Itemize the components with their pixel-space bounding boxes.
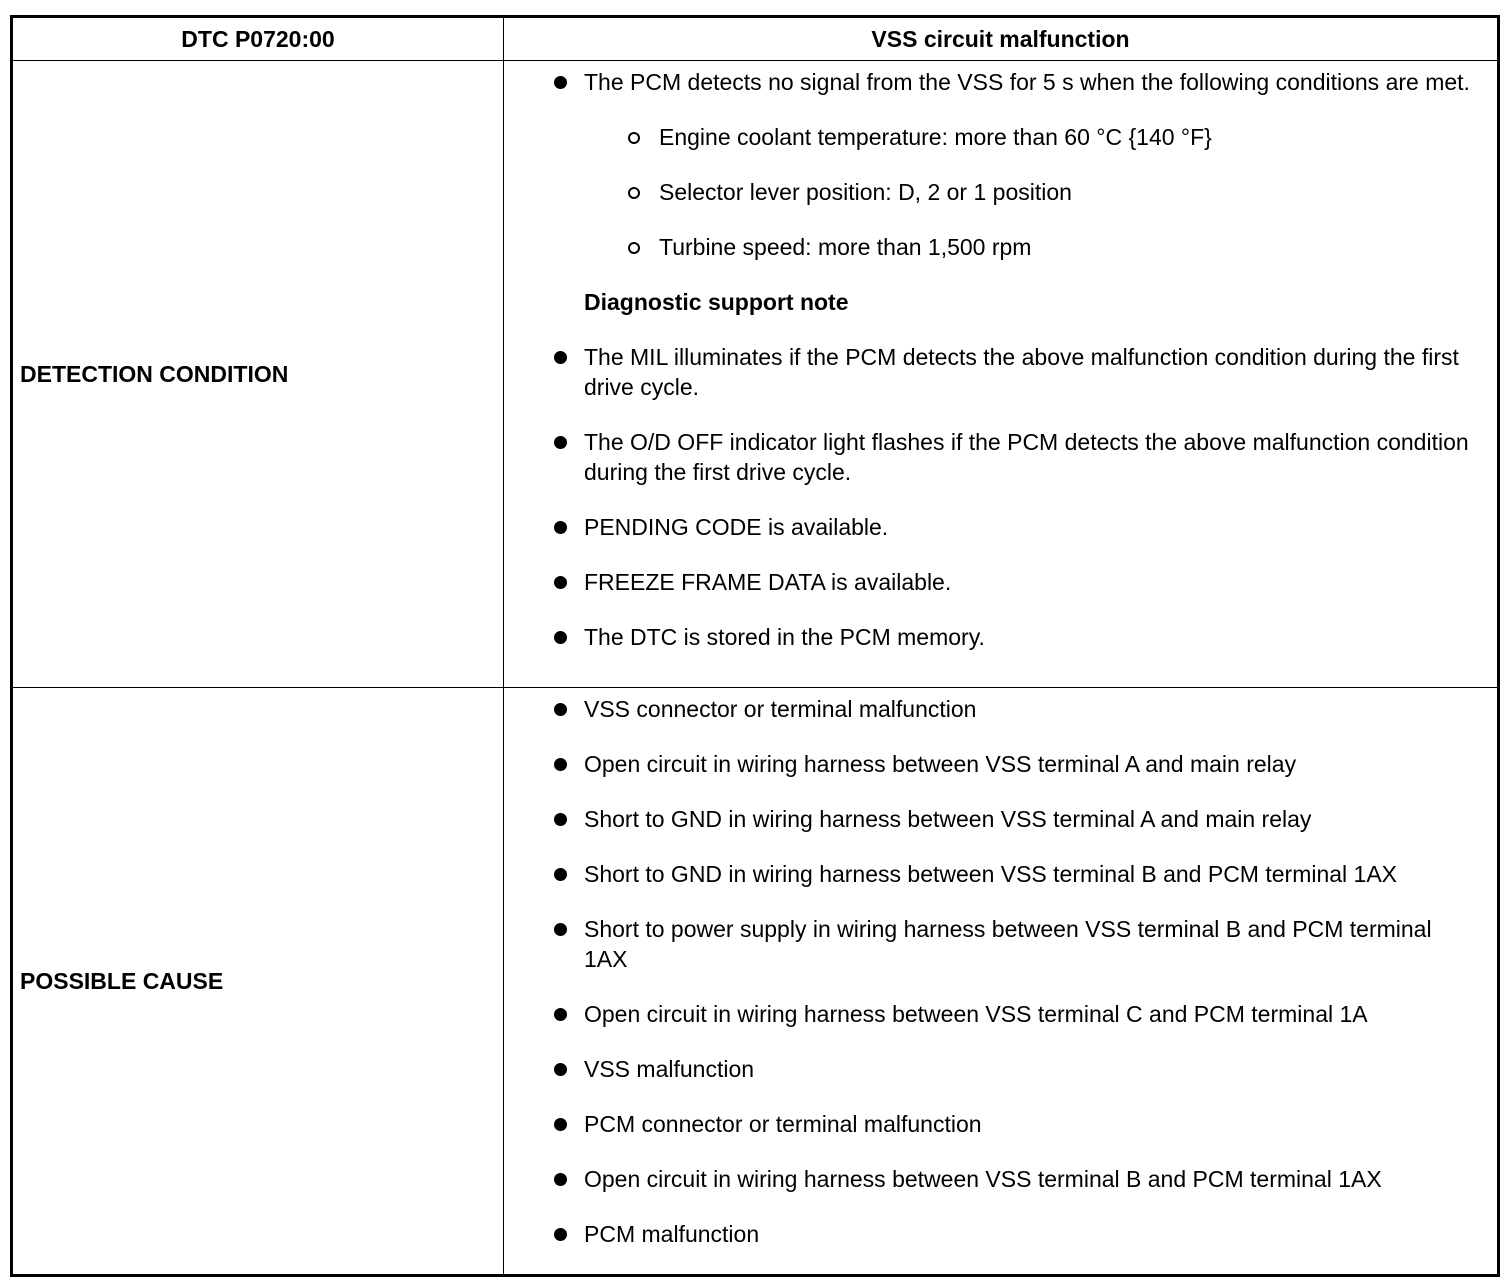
condition-item: Selector lever position: D, 2 or 1 position	[504, 177, 1497, 207]
dtc-table	[10, 15, 1500, 1277]
list-item: FREEZE FRAME DATA is available.	[504, 567, 1497, 597]
detection-content	[504, 61, 1499, 688]
cause-content	[504, 688, 1499, 1276]
cause-list	[504, 688, 1497, 1249]
dtc-title: VSS circuit malfunction	[504, 17, 1499, 61]
list-item: Short to power supply in wiring harness between VSS terminal B and PCM terminal 1AX	[504, 914, 1497, 974]
list-item: VSS malfunction	[504, 1054, 1497, 1084]
list-item: Short to GND in wiring harness between VSS terminal A and main relay	[504, 804, 1497, 834]
note-heading: Diagnostic support note	[584, 289, 849, 315]
detection-label: DETECTION CONDITION	[12, 61, 504, 688]
circle-bullet-icon	[628, 187, 640, 199]
list-item: The O/D OFF indicator light flashes if the PCM detects the above malfunction condition during the first drive cycle.	[504, 427, 1497, 487]
bullet-icon	[554, 576, 567, 589]
circle-bullet-icon	[628, 132, 640, 144]
bullet-icon	[554, 1008, 567, 1021]
bullet-icon	[554, 703, 567, 716]
condition-item: Turbine speed: more than 1,500 rpm	[504, 232, 1497, 262]
bullet-icon	[554, 868, 567, 881]
list-item: PENDING CODE is available.	[504, 512, 1497, 542]
bullet-icon	[554, 923, 567, 936]
list-item: Short to GND in wiring harness between VSS terminal B and PCM terminal 1AX	[504, 859, 1497, 889]
bullet-icon	[554, 813, 567, 826]
list-item: The PCM detects no signal from the VSS for 5 s when the following conditions are met.	[504, 67, 1497, 97]
header-row	[12, 17, 1499, 61]
list-item: PCM malfunction	[504, 1219, 1497, 1249]
bullet-icon	[554, 758, 567, 771]
cause-label: POSSIBLE CAUSE	[12, 688, 504, 1276]
bullet-icon	[554, 1118, 567, 1131]
list-item: PCM connector or terminal malfunction	[504, 1109, 1497, 1139]
list-item: The MIL illuminates if the PCM detects the above malfunction condition during the first drive cycle.	[504, 342, 1497, 402]
detection-row	[12, 61, 1499, 688]
bullet-icon	[554, 1063, 567, 1076]
list-item: Open circuit in wiring harness between VSS terminal B and PCM terminal 1AX	[504, 1164, 1497, 1194]
bullet-icon	[554, 436, 567, 449]
cause-row	[12, 688, 1499, 1276]
list-item: Open circuit in wiring harness between VSS terminal C and PCM terminal 1A	[504, 999, 1497, 1029]
circle-bullet-icon	[628, 242, 640, 254]
bullet-icon	[554, 521, 567, 534]
condition-item: Engine coolant temperature: more than 60 °C {140 °F}	[504, 122, 1497, 152]
bullet-icon	[554, 76, 567, 89]
list-item: Open circuit in wiring harness between VSS terminal A and main relay	[504, 749, 1497, 779]
list-item: VSS connector or terminal malfunction	[504, 694, 1497, 724]
bullet-icon	[554, 351, 567, 364]
dtc-code: DTC P0720:00	[12, 17, 504, 61]
bullet-icon	[554, 1228, 567, 1241]
bullet-icon	[554, 1173, 567, 1186]
bullet-icon	[554, 631, 567, 644]
detection-list	[504, 61, 1497, 652]
list-item: The DTC is stored in the PCM memory.	[504, 622, 1497, 652]
